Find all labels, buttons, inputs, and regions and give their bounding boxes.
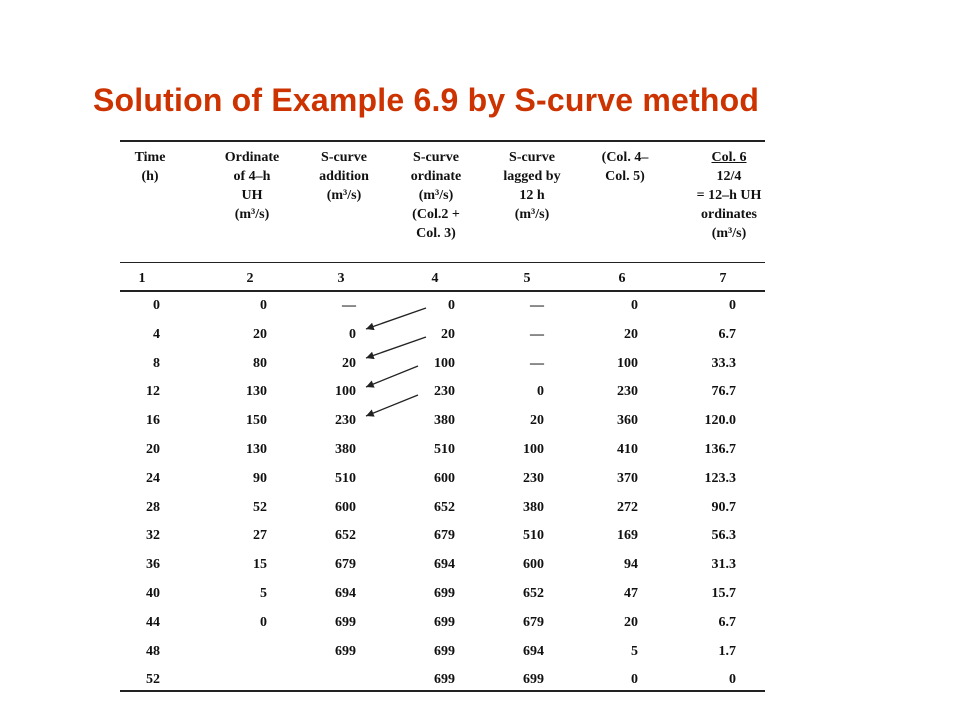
- table-cell: 56.3: [711, 528, 736, 544]
- table-cell: 27: [253, 528, 267, 544]
- table-cell: 20: [624, 326, 638, 342]
- table-cell: 0: [260, 614, 267, 630]
- table-cell: 31.3: [711, 557, 736, 573]
- col-number: 2: [246, 271, 254, 286]
- table-cell: 48: [146, 643, 160, 659]
- table-cell: 20: [624, 614, 638, 630]
- table-cell: 699: [434, 643, 455, 659]
- table-cell: 24: [146, 470, 160, 486]
- table-cell: 272: [617, 499, 638, 515]
- table-cell: 100: [434, 355, 455, 371]
- table-cell: 0: [537, 384, 544, 400]
- table-cell: 380: [434, 413, 455, 429]
- shift-arrow: [366, 366, 418, 387]
- table-cell: 80: [253, 355, 267, 371]
- col-number: 4: [431, 271, 439, 286]
- table-cell: 6.7: [718, 614, 736, 630]
- table-cell: 380: [335, 442, 356, 457]
- table-cell: 652: [523, 586, 544, 601]
- col-number: 7: [719, 271, 727, 286]
- table-cell: 699: [523, 672, 544, 688]
- table-cell: 510: [335, 470, 356, 486]
- shift-arrow: [366, 395, 418, 416]
- table-cell: 150: [246, 413, 267, 429]
- table-cell: 6.7: [718, 326, 736, 342]
- table-cell: 16: [146, 413, 160, 429]
- col-number: 6: [618, 271, 626, 286]
- header-ordinate-4h-uh: Ordinate of 4–h UH (m³/s): [224, 150, 280, 222]
- table-cell: 100: [335, 384, 356, 400]
- header-time: Time (h): [134, 150, 166, 184]
- table-cell: 90: [253, 470, 267, 486]
- table-cell: 5: [260, 586, 267, 601]
- table-cell: 694: [523, 643, 544, 659]
- table-cell: 32: [146, 528, 160, 544]
- table-cell: 47: [624, 586, 638, 601]
- table-cell: 15.7: [711, 586, 736, 601]
- shift-arrow: [366, 337, 426, 358]
- col-number: 5: [523, 271, 531, 286]
- table-cell: 1.7: [718, 643, 736, 659]
- table-cell: 699: [434, 586, 455, 601]
- table-cell: 510: [523, 528, 544, 544]
- header-col4-minus-col5: (Col. 4– Col. 5): [601, 150, 649, 184]
- table-cell: 410: [617, 442, 638, 457]
- header-s-curve-addition: S-curve addition (m³/s): [319, 150, 369, 203]
- table-cell: 90.7: [711, 499, 736, 515]
- table-cell: 230: [617, 384, 638, 400]
- table-cell: 0: [631, 672, 638, 688]
- table-cell: 100: [617, 355, 638, 371]
- table-cell: 0: [260, 298, 267, 313]
- table-cell: 20: [342, 355, 356, 371]
- table-cell: 20: [253, 326, 267, 342]
- table-cell: 20: [146, 442, 160, 457]
- table-cell: 679: [523, 614, 544, 630]
- table-cell: 0: [631, 298, 638, 313]
- table-cell: 4: [153, 326, 160, 342]
- table-cell: 699: [434, 672, 455, 688]
- s-curve-shift-arrows: [120, 140, 765, 692]
- table-cell: 20: [530, 413, 544, 429]
- table-cell: 652: [434, 499, 455, 515]
- table-cell: 600: [523, 557, 544, 573]
- table-cell: 94: [624, 557, 638, 573]
- table-cell: 12: [146, 384, 160, 400]
- table-cell: 136.7: [704, 442, 736, 457]
- table-cell: 130: [246, 442, 267, 457]
- table-cell: 694: [434, 557, 455, 573]
- shift-arrow: [366, 308, 426, 329]
- table-cell: 20: [441, 326, 455, 342]
- table-cell: 15: [253, 557, 267, 573]
- table-cell: 52: [146, 672, 160, 688]
- table-cell: 100: [523, 442, 544, 457]
- table-cell: 28: [146, 499, 160, 515]
- slide-title: Solution of Example 6.9 by S-curve method: [93, 82, 760, 118]
- header-s-curve-lagged: S-curve lagged by 12 h (m³/s): [503, 150, 561, 222]
- table-cell: 0: [729, 672, 736, 688]
- table-cell: 33.3: [711, 355, 736, 371]
- table-cell: —: [342, 298, 356, 313]
- table-cell: 36: [146, 557, 160, 573]
- table-cell: 123.3: [704, 470, 736, 486]
- table-cell: 600: [434, 470, 455, 486]
- table-cell: 230: [335, 413, 356, 429]
- table-cell: 169: [617, 528, 638, 544]
- table-cell: 0: [349, 326, 356, 342]
- table-cell: 230: [434, 384, 455, 400]
- header-s-curve-ordinate: S-curve ordinate (m³/s) (Col.2 + Col. 3): [410, 150, 462, 241]
- table-cell: 44: [146, 614, 160, 630]
- table-cell: 76.7: [711, 384, 736, 400]
- table-cell: 679: [434, 528, 455, 544]
- table-cell: 0: [153, 298, 160, 313]
- table-cell: 699: [434, 614, 455, 630]
- table-cell: 694: [335, 586, 356, 601]
- table-cell: 130: [246, 384, 267, 400]
- table-cell: 40: [146, 586, 160, 601]
- table-cell: 380: [523, 499, 544, 515]
- table-cell: 699: [335, 643, 356, 659]
- table-cell: 679: [335, 557, 356, 573]
- col-number: 3: [337, 271, 345, 286]
- table-cell: 510: [434, 442, 455, 457]
- table-cell: 120.0: [704, 413, 736, 429]
- table-cell: 0: [729, 298, 736, 313]
- table-cell: —: [530, 298, 544, 313]
- table-cell: 600: [335, 499, 356, 515]
- table-cell: —: [530, 355, 544, 371]
- table-cell: 360: [617, 413, 638, 429]
- col-number: 1: [138, 271, 146, 286]
- table-cell: 652: [335, 528, 356, 544]
- table-cell: 52: [253, 499, 267, 515]
- table-cell: —: [530, 326, 544, 342]
- table-cell: 0: [448, 298, 455, 313]
- header-12h-uh-ordinates: Col. 6 12/4 = 12–h UH ordinates (m³/s): [696, 150, 762, 241]
- table-cell: 8: [153, 355, 160, 371]
- table-cell: 230: [523, 470, 544, 486]
- table-cell: 699: [335, 614, 356, 630]
- table-cell: 370: [617, 470, 638, 486]
- table-cell: 5: [631, 643, 638, 659]
- data-table: [120, 140, 765, 692]
